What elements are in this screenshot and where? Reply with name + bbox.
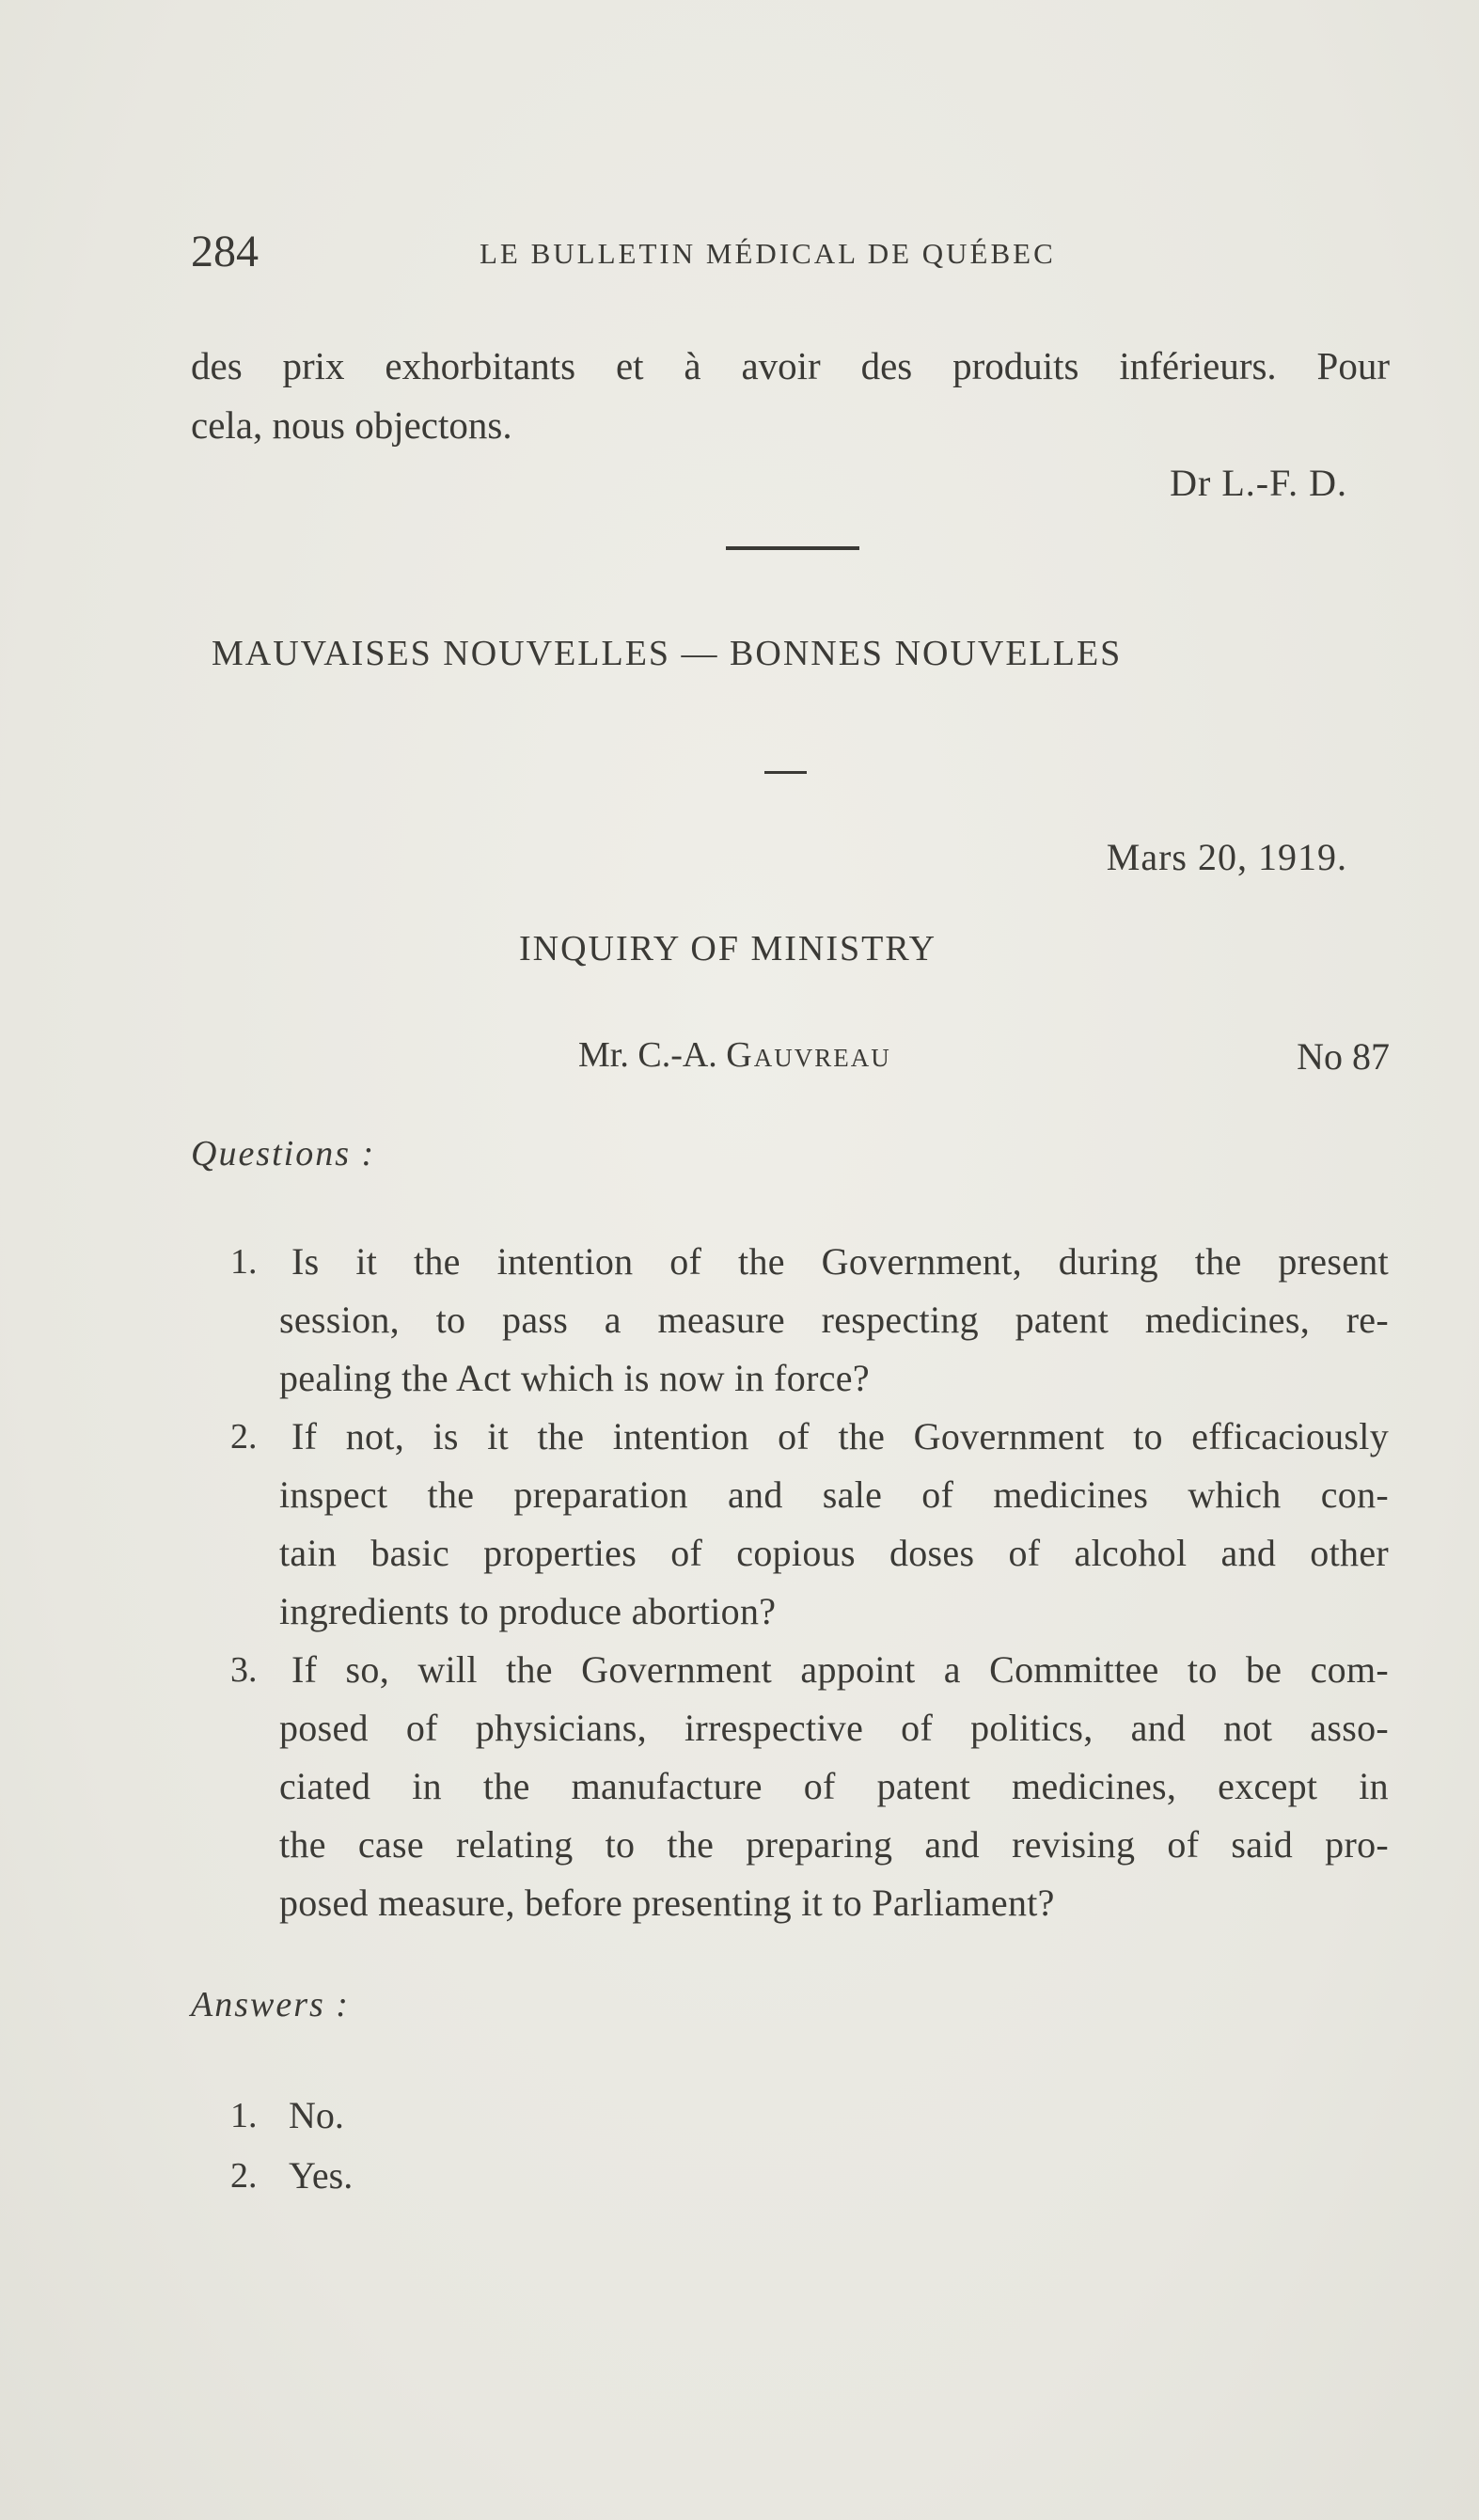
question-line: If not, is it the intention of the Government to efficaciously (291, 1415, 1389, 1457)
question-line: posed measure, before presenting it to Parliament? (279, 1882, 1055, 1924)
question-line: the case relating to the preparing and revising of said pro- (279, 1823, 1389, 1866)
signature: Dr L.-F. D. (1170, 462, 1347, 504)
question-line: inspect the preparation and sale of medicines which con- (279, 1473, 1389, 1516)
question-line: Is it the intention of the Government, during the present (291, 1240, 1389, 1283)
running-title: LE BULLETIN MÉDICAL DE QUÉBEC (480, 237, 1056, 270)
answers-heading: Answers : (191, 1985, 350, 2024)
answer-number: 1. (230, 2096, 258, 2135)
section-title: MAUVAISES NOUVELLES — BONNES NOUVELLES (212, 634, 1123, 673)
answer-text: No. (289, 2094, 344, 2136)
question-line: ingredients to produce abortion? (279, 1590, 777, 1632)
inquirer-prefix: Mr. C.-A. (578, 1035, 727, 1075)
inquiry-title: INQUIRY OF MINISTRY (519, 929, 937, 969)
inquirer-name: Gauvreau (726, 1035, 891, 1075)
question-number: 3. (230, 1650, 258, 1690)
short-divider (764, 771, 807, 774)
page-number: 284 (191, 227, 259, 276)
question-line: posed of physicians, irrespective of politics, and not asso- (279, 1707, 1389, 1749)
answer-text: Yes. (289, 2154, 354, 2197)
question-line: pealing the Act which is now in force? (279, 1357, 870, 1399)
answer-number: 2. (230, 2156, 258, 2196)
intro-line: des prix exhorbitants et à avoir des produits inférieurs. Pour (191, 344, 1390, 387)
inquirer (578, 1034, 891, 1076)
question-line: If so, will the Government appoint a Committee to be com- (291, 1648, 1389, 1691)
inquiry-number: No 87 (1297, 1035, 1390, 1078)
question-line: ciated in the manufacture of patent medicines, except in (279, 1765, 1389, 1807)
intro-line: cela, nous objectons. (191, 403, 512, 447)
questions-heading: Questions : (191, 1134, 376, 1173)
question-line: tain basic properties of copious doses of alcohol and other (279, 1532, 1389, 1574)
question-number: 2. (230, 1417, 258, 1457)
question-line: session, to pass a measure respecting patent medicines, re- (279, 1299, 1389, 1341)
divider-rule (726, 546, 859, 550)
date: Mars 20, 1919. (1106, 836, 1347, 878)
question-number: 1. (230, 1242, 258, 1282)
